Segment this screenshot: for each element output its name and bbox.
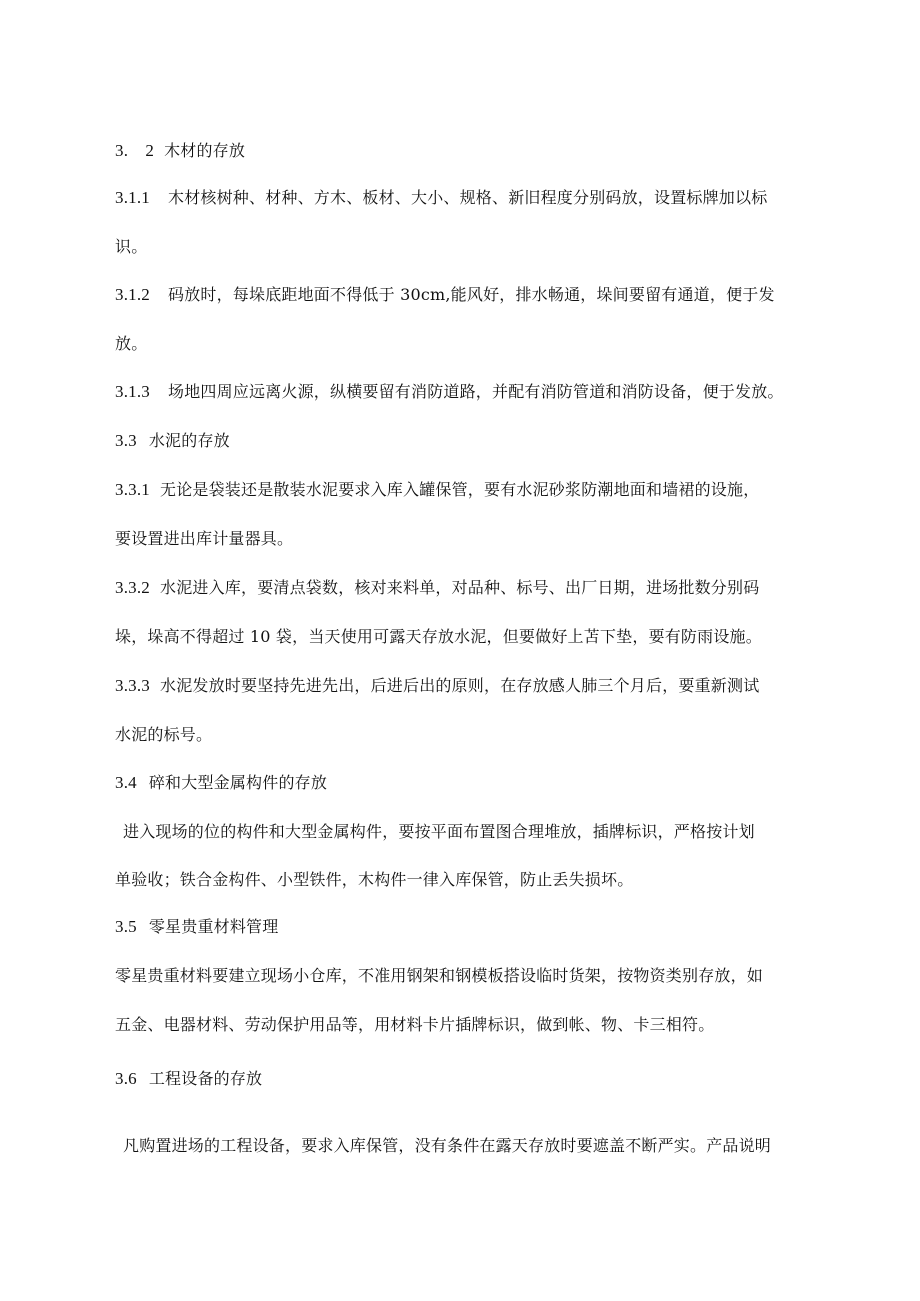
paragraph-text: 要设置进出库计量器具。 — [115, 529, 294, 548]
heading-3-6 — [115, 1069, 262, 1089]
paragraph-number: 3.1.2 — [115, 285, 150, 304]
paragraph-text: 木材核树种、材种、方木、板材、大小、规格、新旧程度分别码放，设置标牌加以标 — [168, 188, 768, 207]
paragraph-3-3-2 — [115, 578, 759, 598]
paragraph-text: 水泥进入库，要清点袋数，核对来料单，对品种、标号、出厂日期，进场批数分别码 — [160, 578, 760, 597]
paragraph-continuation — [115, 529, 293, 549]
paragraph-text: 凡购置进场的工程设备，要求入库保管，没有条件在露天存放时要遮盖不断严实。产品说明 — [123, 1136, 772, 1155]
heading-text: 碎和大型金属构件的存放 — [148, 773, 328, 792]
paragraph-3-5-body — [115, 966, 763, 986]
heading-text: 工程设备的存放 — [148, 1069, 263, 1088]
heading-3-4 — [115, 773, 327, 793]
heading-number: 3.6 — [115, 1069, 137, 1088]
paragraph-continuation — [115, 334, 147, 354]
paragraph-number: 3.3.1 — [115, 480, 150, 499]
heading-text: 水泥的存放 — [148, 431, 230, 450]
paragraph-number: 3.3.2 — [115, 578, 150, 597]
heading-number: 3.3 — [115, 431, 137, 450]
paragraph-text: 无论是袋装还是散装水泥要求入库入罐保管，要有水泥砂浆防潮地面和墙裙的设施， — [160, 480, 760, 499]
paragraph-number: 3.3.3 — [115, 676, 150, 695]
paragraph-3-3-3 — [115, 676, 759, 696]
paragraph-text: 场地四周应远离火源，纵横要留有消防道路，并配有消防管道和消防设备，便于发放。 — [168, 382, 784, 401]
heading-text: 木材的存放 — [164, 141, 246, 160]
paragraph-text: 码放时，每垛底距地面不得低于 30cm,能风好，排水畅通，垛间要留有通道，便于发 — [168, 285, 775, 304]
paragraph-text: 零星贵重材料要建立现场小仓库，不准用钢架和钢模板搭设临时货架，按物资类别存放，如 — [115, 966, 764, 985]
heading-number: 3.5 — [115, 917, 137, 936]
paragraph-text: 水泥发放时要坚持先进先出，后进后出的原则，在存放感人肺三个月后，要重新测试 — [160, 676, 760, 695]
paragraph-continuation — [115, 725, 212, 745]
paragraph-text: 垛，垛高不得超过 10 袋，当天使用可露天存放水泥，但要做好上苫下垫，要有防雨设施。 — [115, 627, 762, 646]
paragraph-continuation — [115, 870, 633, 890]
paragraph-text: 单验收；铁合金构件、小型铁件，木构件一律入库保管，防止丢失损坏。 — [115, 870, 634, 889]
heading-number: 3.4 — [115, 773, 137, 792]
paragraph-3-4-body — [123, 822, 755, 842]
paragraph-text: 五金、电器材料、劳动保护用品等，用材料卡片插牌标识，做到帐、物、卡三相符。 — [115, 1015, 715, 1034]
paragraph-continuation — [115, 1015, 714, 1035]
paragraph-3-1-2 — [115, 285, 775, 305]
paragraph-continuation — [115, 627, 762, 647]
heading-3-5 — [115, 917, 278, 937]
heading-3-3 — [115, 431, 230, 451]
heading-text: 零星贵重材料管理 — [148, 917, 279, 936]
paragraph-3-6-body — [123, 1136, 771, 1156]
paragraph-3-3-1 — [115, 480, 759, 500]
heading-number: 3. 2 — [115, 141, 155, 160]
paragraph-continuation — [115, 237, 147, 257]
paragraph-number: 3.1.3 — [115, 382, 150, 401]
paragraph-text: 放。 — [115, 334, 148, 353]
paragraph-3-1-1 — [115, 188, 767, 208]
paragraph-3-1-3 — [115, 382, 784, 402]
heading-3-2 — [115, 141, 245, 161]
paragraph-text: 识。 — [115, 237, 148, 256]
paragraph-text: 水泥的标号。 — [115, 725, 213, 744]
paragraph-text: 进入现场的位的构件和大型金属构件，要按平面布置图合理堆放，插牌标识，严格按计划 — [123, 822, 755, 841]
paragraph-number: 3.1.1 — [115, 188, 150, 207]
